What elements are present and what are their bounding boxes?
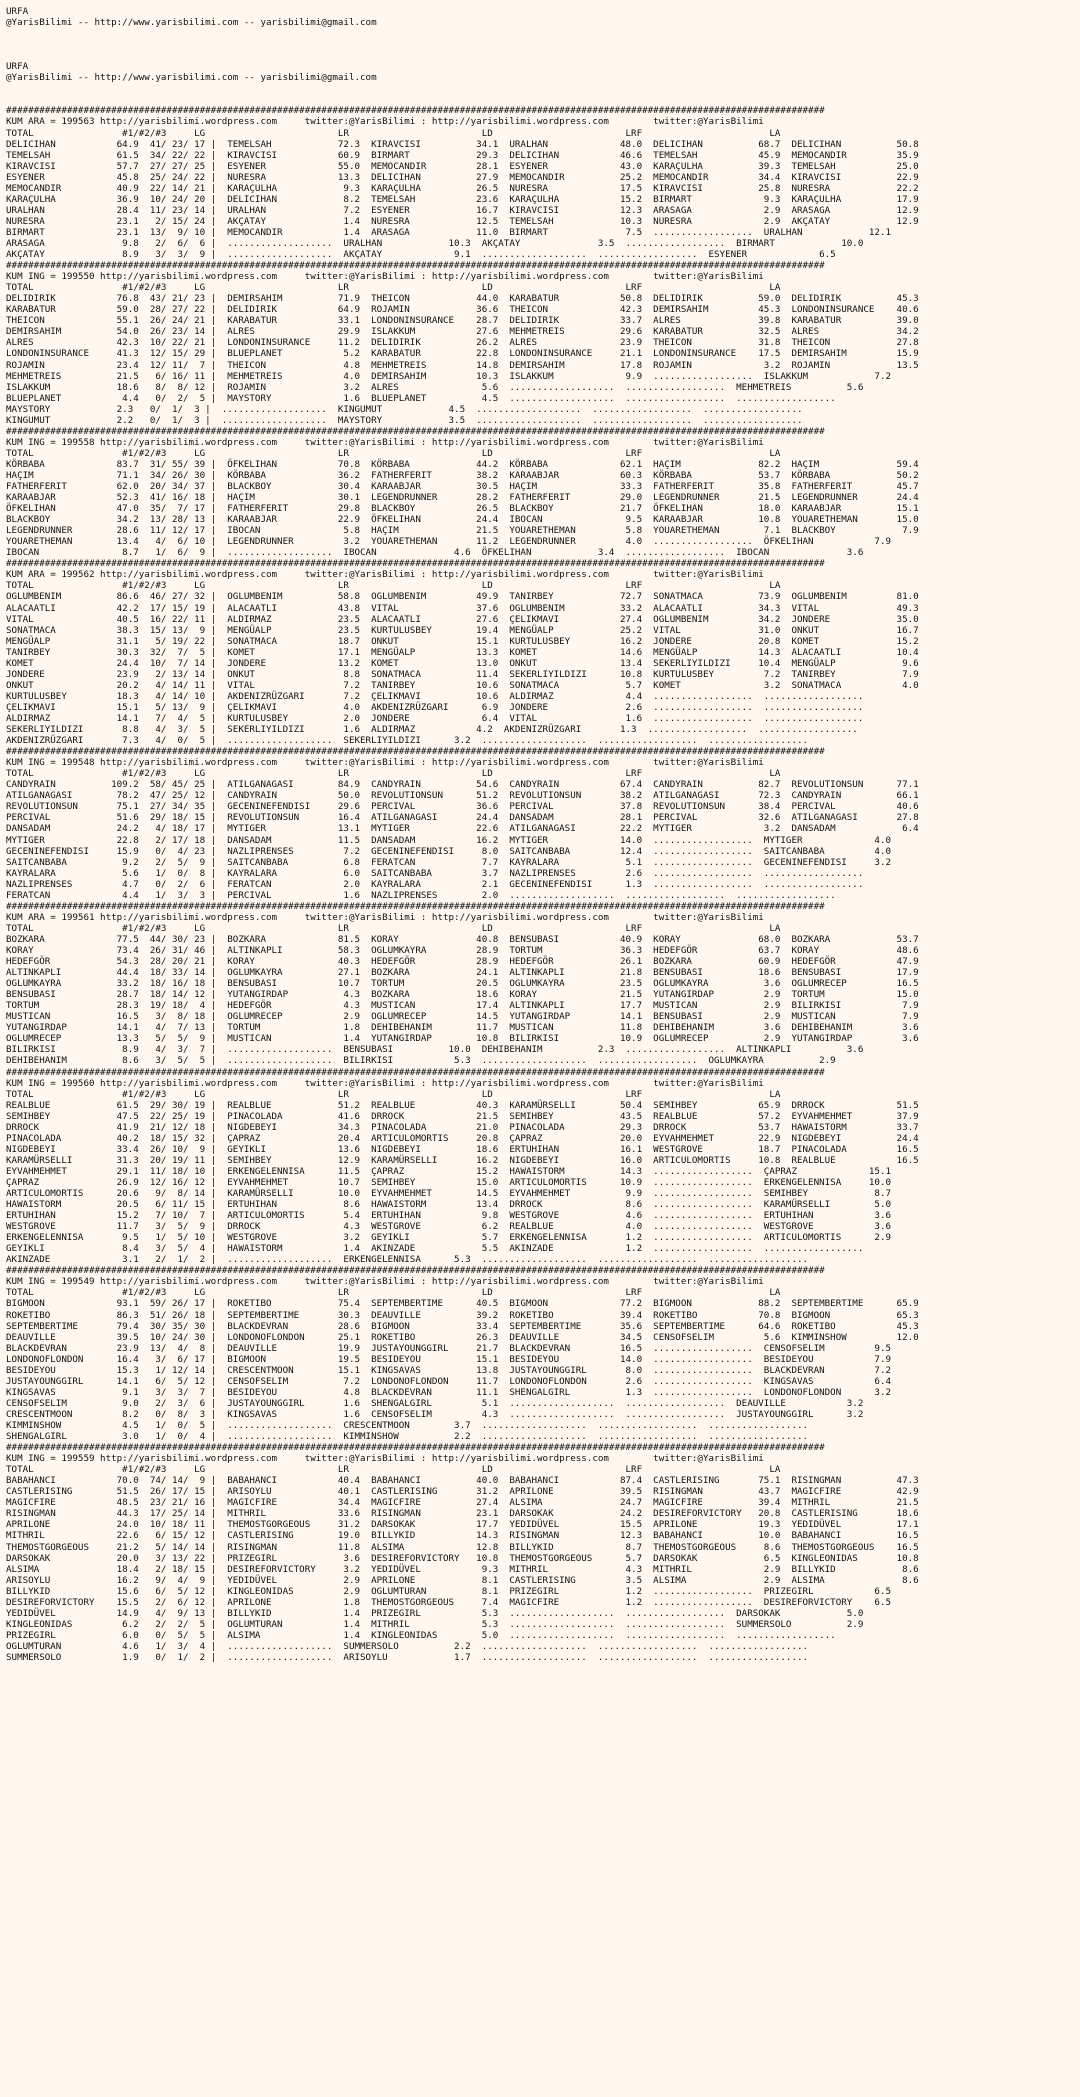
table-row: VITAL 40.5 16/ 22/ 11 | ALDIRMAZ 23.5 ALACAATLI 27.6 ÇELIKMAVI 27.4 OGLUMBENIM 34.2 JONDERE 35.0: [6, 613, 919, 625]
race-header: KUM ING = 199560 http://yarisbilimi.wordpress.com twitter:@YarisBilimi : http://yarisbilimi.wordpress.com twitter:@YarisBilimi: [6, 1077, 764, 1089]
section-divider: ####################################################################################################################################################: [6, 260, 825, 272]
section-divider: ####################################################################################################################################################: [6, 1265, 825, 1277]
table-row: EYVAHMEHMET 29.1 11/ 18/ 10 | ERKENGELENNISA 11.5 ÇAPRAZ 15.2 HAWAISTORM 14.3 .................. ÇAPRAZ 15.1: [6, 1165, 892, 1177]
table-row: YUTANGIRDAP 14.1 4/ 7/ 13 | TORTUM 1.8 DEHIBEHANIM 11.7 MUSTICAN 11.8 DEHIBEHANIM 3.6 DEHIBEHANIM 3.6: [6, 1022, 919, 1034]
race-header: KUM ARA = 199563 http://yarisbilimi.wordpress.com twitter:@YarisBilimi : http://yarisbilimi.wordpress.com twitter:@YarisBilimi: [6, 116, 764, 128]
column-header: TOTAL #1/#2/#3 LG LR LD LRF LA: [6, 127, 781, 139]
race-header: KUM ING = 199549 http://yarisbilimi.wordpress.com twitter:@YarisBilimi : http://yarisbilimi.wordpress.com twitter:@YarisBilimi: [6, 1276, 764, 1288]
blank-line: [6, 83, 1080, 94]
table-row: ATILGANAGASI 78.2 47/ 25/ 12 | CANDYRAIN 50.0 REVOLUTIONSUN 51.2 REVOLUTIONSUN 38.2 ATILGANAGASI 72.3 CANDYRAIN 66.1: [6, 790, 919, 802]
table-row: ISLAKKUM 18.6 8/ 8/ 12 | ROJAMIN 3.2 ALRES 5.6 ................... .................. MEHMETREIS 5.6: [6, 381, 864, 393]
column-header: TOTAL #1/#2/#3 LG LR LD LRF LA: [6, 282, 781, 294]
column-header: TOTAL #1/#2/#3 LG LR LD LRF LA: [6, 768, 781, 780]
table-row: JUSTAYOUNGGIRL 14.1 6/ 5/ 12 | CENSOFSELIM 7.2 LONDONOFLONDON 11.7 LONDONOFLONDON 2.6 .................. KINGSAVAS 6.4: [6, 1375, 892, 1387]
table-row: KINGUMUT 2.2 0/ 1/ 3 | ................... MAYSTORY 3.5 ................... .................. ..................: [6, 414, 803, 426]
table-row: URALHAN 28.4 11/ 23/ 14 | URALHAN 7.2 ESYENER 16.7 KIRAVCISI 12.3 ARASAGA 2.9 ARASAGA 12.9: [6, 204, 919, 216]
table-row: PERCIVAL 51.6 29/ 18/ 15 | REVOLUTIONSUN 16.4 ATILGANAGASI 24.4 DANSADAM 28.1 PERCIVAL 32.6 ATILGANAGASI 27.8: [6, 812, 919, 824]
table-row: KÖRBABA 83.7 31/ 55/ 39 | ÖFKELIHAN 70.8 KÖRBABA 44.2 KÖRBABA 62.1 HAÇIM 82.2 HAÇIM 59.4: [6, 458, 919, 470]
table-row: KARAMÜRSELLI 31.3 20/ 19/ 11 | SEMIHBEY 12.9 KARAMÜRSELLI 16.2 NIGDEBEYI 16.0 ARTICULOMORTIS 10.8 REALBLUE 16.5: [6, 1154, 919, 1166]
table-row: TANIRBEY 30.3 32/ 7/ 5 | KOMET 17.1 MENGÜALP 13.3 KOMET 14.6 MENGÜALP 14.3 ALACAATLI 10.4: [6, 646, 919, 658]
section-divider: ####################################################################################################################################################: [6, 746, 825, 758]
blank-line: [6, 39, 1080, 50]
table-row: MENGÜALP 31.1 5/ 19/ 22 | SONATMACA 18.7 ONKUT 15.1 KURTULUSBEY 16.2 JONDERE 20.8 KOMET 15.2: [6, 635, 919, 647]
table-row: MAYSTORY 2.3 0/ 1/ 3 | ................... KINGUMUT 4.5 ................... .................. ..................: [6, 403, 803, 415]
table-row: NURESRA 23.1 2/ 15/ 24 | AKÇATAY 1.4 NURESRA 12.5 TEMELSAH 10.3 NURESRA 2.9 AKÇATAY 12.9: [6, 215, 919, 227]
table-row: CRESCENTMOON 8.2 0/ 8/ 3 | KINGSAVAS 1.6 CENSOFSELIM 4.3 ................... .................. JUSTAYOUNGGIRL 3.2: [6, 1408, 864, 1420]
table-row: ALDIRMAZ 14.1 7/ 4/ 5 | KURTULUSBEY 2.0 JONDERE 6.4 VITAL 1.6 .................. ..................: [6, 713, 864, 724]
column-header: TOTAL #1/#2/#3 LG LR LD LRF LA: [6, 922, 781, 934]
table-row: YOUARETHEMAN 13.4 4/ 6/ 10 | LEGENDRUNNER 3.2 YOUARETHEMAN 11.2 LEGENDRUNNER 4.0 .................. ÖFKELIHAN 7.9: [6, 536, 892, 548]
table-row: OGLUMBENIM 86.6 46/ 27/ 32 | OGLUMBENIM 58.8 OGLUMBENIM 49.9 TANIRBEY 72.7 SONATMACA 73.9 OGLUMBENIM 81.0: [6, 591, 919, 603]
table-row: SHENGALGIRL 3.0 1/ 0/ 4 | ................... KIMMINSHOW 2.2 ................... .................. ..................: [6, 1431, 809, 1443]
table-row: KURTULUSBEY 18.3 4/ 14/ 10 | AKDENIZRÜZGARI 7.2 ÇELIKMAVI 10.6 ALDIRMAZ 4.4 .................. ..................: [6, 690, 864, 702]
table-row: TEMELSAH 61.5 34/ 22/ 22 | KIRAVCISI 60.9 BIRMART 29.3 DELICIHAN 46.6 TEMELSAH 45.9 MEMOCANDIR 35.9: [6, 149, 919, 161]
table-row: DESIREFORVICTORY 15.5 2/ 6/ 12 | APRILONE 1.8 THEMOSTGORGEOUS 7.4 MAGICFIRE 1.2 .................. DESIREFORVICTORY 6.5: [6, 1596, 892, 1608]
table-row: LONDONOFLONDON 16.4 3/ 6/ 17 | BIGMOON 19.5 BESIDEYOU 15.1 BESIDEYOU 14.0 .................. BESIDEYOU 7.9: [6, 1353, 892, 1365]
table-row: ERKENGELENNISA 9.5 1/ 5/ 10 | WESTGROVE 3.2 GEYIKLI 5.7 ERKENGELENNISA 1.2 .................. ARTICULOMORTIS 2.9: [6, 1232, 892, 1244]
table-row: FERATCAN 4.4 1/ 3/ 3 | PERCIVAL 1.6 NAZLIPRENSES 2.0 ................... .................. ..................: [6, 889, 836, 901]
table-row: OGLUMTURAN 4.6 1/ 3/ 4 | ................... SUMMERSOLO 2.2 ................... .................. ..................: [6, 1640, 809, 1652]
table-row: MAGICFIRE 48.5 23/ 21/ 16 | MAGICFIRE 34.4 MAGICFIRE 27.4 ALSIMA 24.7 MAGICFIRE 39.4 MITHRIL 21.5: [6, 1497, 919, 1509]
table-row: DRROCK 41.9 21/ 12/ 18 | NIGDEBEYI 34.3 PINACOLADA 21.0 PINACOLADA 29.3 DRROCK 53.7 HAWAISTORM 33.7: [6, 1121, 919, 1133]
section-divider: ####################################################################################################################################################: [6, 900, 825, 912]
race-header: KUM ING = 199550 http://yarisbilimi.wordpress.com twitter:@YarisBilimi : http://yarisbilimi.wordpress.com twitter:@YarisBilimi: [6, 271, 764, 283]
column-header: TOTAL #1/#2/#3 LG LR LD LRF LA: [6, 1464, 781, 1476]
table-row: REALBLUE 61.5 29/ 30/ 19 | REALBLUE 51.2 REALBLUE 40.3 KARAMÜRSELLI 50.4 SEMIHBEY 65.9 DRROCK 51.5: [6, 1099, 919, 1111]
table-row: JONDERE 23.9 2/ 13/ 14 | ONKUT 8.8 SONATMACA 11.4 SEKERLIYILDIZI 10.8 KURTULUSBEY 7.2 TANIRBEY 7.9: [6, 668, 919, 680]
table-row: AKÇATAY 8.9 3/ 3/ 9 | ................... AKÇATAY 9.1 ................... .................. ESYENER 6.5: [6, 249, 836, 261]
race-header: KUM ARA = 199562 http://yarisbilimi.wordpress.com twitter:@YarisBilimi : http://yarisbilimi.wordpress.com twitter:@YarisBilimi: [6, 569, 764, 581]
table-row: DEHIBEHANIM 8.6 3/ 5/ 5 | ................... BILIRKISI 5.3 ................... .................. OGLUMKAYRA 2.9: [6, 1055, 836, 1067]
table-row: SONATMACA 38.3 15/ 13/ 9 | MENGÜALP 23.5 KURTULUSBEY 19.4 MENGÜALP 25.2 VITAL 31.0 ONKUT 16.7: [6, 624, 919, 636]
table-row: ONKUT 20.2 4/ 14/ 11 | VITAL 7.2 TANIRBEY 10.6 SONATMACA 5.7 KOMET 3.2 SONATMACA 4.0: [6, 679, 919, 691]
table-row: LONDONINSURANCE 41.3 12/ 15/ 29 | BLUEPLANET 5.2 KARABATUR 22.8 LONDONINSURANCE 21.1 LONDONINSURANCE 17.5 DEMIRSAHIM 15.9: [6, 348, 919, 360]
table-row: KARABATUR 59.0 28/ 27/ 22 | DELIDIRIK 64.9 ROJAMIN 36.6 THEICON 42.3 DEMIRSAHIM 45.3 LONDONINSURANCE 40.6: [6, 304, 919, 316]
table-row: BABAHANCI 70.0 74/ 14/ 9 | BABAHANCI 40.4 BABAHANCI 40.0 BABAHANCI 87.4 CASTLERISING 75.1 RISINGMAN 47.3: [6, 1475, 919, 1487]
table-row: ÖFKELIHAN 47.0 35/ 7/ 17 | FATHERFERIT 29.8 BLACKBOY 26.5 BLACKBOY 21.7 ÖFKELIHAN 18.0 KARAABJAR 15.1: [6, 503, 919, 515]
table-row: THEMOSTGORGEOUS 21.2 5/ 14/ 14 | RISINGMAN 11.8 ALSIMA 12.8 BILLYKID 8.7 THEMOSTGORGEOUS 8.6 THEMOSTGORGEOUS 16.5: [6, 1541, 919, 1553]
table-row: ALACAATLI 42.2 17/ 15/ 19 | ALACAATLI 43.8 VITAL 37.6 OGLUMBENIM 33.2 ALACAATLI 34.3 VITAL 49.3: [6, 602, 919, 614]
table-row: OGLUMKAYRA 33.2 18/ 16/ 18 | BENSUBASI 10.7 TORTUM 20.5 OGLUMKAYRA 23.5 OGLUMKAYRA 3.6 OGLUMRECEP 16.5: [6, 978, 919, 990]
table-row: BENSUBASI 28.7 18/ 14/ 12 | YUTANGIRDAP 4.3 BOZKARA 18.6 KORAY 21.5 YUTANGIRDAP 2.9 TORTUM 15.0: [6, 989, 919, 1001]
table-row: DEAUVILLE 39.5 10/ 24/ 30 | LONDONOFLONDON 25.1 ROKETIBO 26.3 DEAUVILLE 34.5 CENSOFSELIM 5.6 KIMMINSHOW 12.0: [6, 1331, 919, 1343]
table-row: OGLUMRECEP 13.3 5/ 5/ 9 | MUSTICAN 1.4 YUTANGIRDAP 10.8 BILIRKISI 10.9 OGLUMRECEP 2.9 YUTANGIRDAP 3.6: [6, 1033, 919, 1045]
table-row: KARAÇULHA 36.9 10/ 24/ 20 | DELICIHAN 8.2 TEMELSAH 23.6 KARAÇULHA 15.2 BIRMART 9.3 KARAÇULHA 17.9: [6, 193, 919, 205]
table-row: THEICON 55.1 26/ 24/ 21 | KARABATUR 33.1 LONDONINSURANCE 28.7 DELIDIRIK 33.7 ALRES 39.8 KARABATUR 39.0: [6, 315, 919, 327]
text-line: URFA: [6, 6, 29, 17]
table-row: WESTGROVE 11.7 3/ 5/ 9 | DRROCK 4.3 WESTGROVE 6.2 REALBLUE 4.0 .................. WESTGROVE 3.6: [6, 1221, 892, 1233]
race-header: KUM ING = 199548 http://yarisbilimi.wordpress.com twitter:@YarisBilimi : http://yarisbilimi.wordpress.com twitter:@YarisBilimi: [6, 757, 764, 769]
table-row: ESYENER 45.8 25/ 24/ 22 | NURESRA 13.3 DELICIHAN 27.9 MEMOCANDIR 25.2 MEMOCANDIR 34.4 KIRAVCISI 22.9: [6, 171, 919, 183]
table-row: CANDYRAIN 109.2 58/ 45/ 25 | ATILGANAGASI 84.9 CANDYRAIN 54.6 CANDYRAIN 67.4 CANDYRAIN 82.7 REVOLUTIONSUN 77.1: [6, 779, 919, 791]
race-header: KUM ARA = 199561 http://yarisbilimi.wordpress.com twitter:@YarisBilimi : http://yarisbilimi.wordpress.com twitter:@YarisBilimi: [6, 911, 764, 923]
table-row: SEMIHBEY 47.5 22/ 25/ 19 | PINACOLADA 41.6 DRROCK 21.5 SEMIHBEY 43.5 REALBLUE 57.2 EYVAHMEHMET 37.9: [6, 1110, 919, 1122]
table-row: KORAY 73.4 26/ 31/ 46 | ALTINKAPLI 58.3 OGLUMKAYRA 28.9 TORTUM 36.3 HEDEFGÖR 63.7 KORAY 48.6: [6, 944, 919, 956]
table-row: DANSADAM 24.2 4/ 18/ 17 | MYTIGER 13.1 MYTIGER 22.6 ATILGANAGASI 22.2 MYTIGER 3.2 DANSADAM 6.4: [6, 823, 919, 835]
table-row: ARASAGA 9.8 2/ 6/ 6 | ................... URALHAN 10.3 AKÇATAY 3.5 .................. BIRMART 10.0: [6, 237, 864, 249]
table-row: DEMIRSAHIM 54.0 26/ 23/ 14 | ALRES 29.9 ISLAKKUM 27.6 MEHMETREIS 29.6 KARABATUR 32.5 ALRES 34.2: [6, 326, 919, 338]
table-row: SAITCANBABA 9.2 2/ 5/ 9 | SAITCANBABA 6.8 FERATCAN 7.7 KAYRALARA 5.1 .................. GECENINEFENDISI 3.2: [6, 856, 892, 868]
section-divider: ####################################################################################################################################################: [6, 1442, 825, 1454]
table-row: KINGSAVAS 9.1 3/ 3/ 7 | BESIDEYOU 4.8 BLACKDEVRAN 11.1 SHENGALGIRL 1.3 .................. LONDONOFLONDON 3.2: [6, 1386, 892, 1398]
text-line: @YarisBilimi -- http://www.yarisbilimi.com -- yarisbilimi@gmail.com: [6, 72, 377, 84]
section-divider: ####################################################################################################################################################: [6, 558, 825, 570]
column-header: TOTAL #1/#2/#3 LG LR LD LRF LA: [6, 1287, 781, 1299]
table-row: DELIDIRIK 76.8 43/ 21/ 23 | DEMIRSAHIM 71.9 THEICON 44.0 KARABATUR 50.8 DELIDIRIK 59.0 DELIDIRIK 45.3: [6, 293, 919, 305]
section-divider: ####################################################################################################################################################: [6, 1066, 825, 1078]
table-row: KARAABJAR 52.3 41/ 16/ 18 | HAÇIM 30.1 LEGENDRUNNER 28.2 FATHERFERIT 29.0 LEGENDRUNNER 21.5 LEGENDRUNNER 24.4: [6, 492, 919, 504]
table-row: MEHMETREIS 21.5 6/ 16/ 11 | MEHMETREIS 4.0 DEMIRSAHIM 10.3 ISLAKKUM 9.9 .................. ISLAKKUM 7.2: [6, 370, 892, 382]
table-row: BIRMART 23.1 13/ 9/ 10 | MEMOCANDIR 1.4 ARASAGA 11.0 BIRMART 7.5 .................. URALHAN 12.1: [6, 226, 892, 238]
table-row: BOZKARA 77.5 44/ 30/ 23 | BOZKARA 81.5 KORAY 40.8 BENSUBASI 40.9 KORAY 68.0 BOZKARA 53.7: [6, 933, 919, 945]
column-header: TOTAL #1/#2/#3 LG LR LD LRF LA: [6, 1088, 781, 1100]
text-line: URFA: [6, 61, 29, 73]
table-row: KIMMINSHOW 4.5 1/ 0/ 5 | ................... CRESCENTMOON 3.7 ................... .................. ..................: [6, 1420, 809, 1431]
section-divider: ####################################################################################################################################################: [6, 105, 825, 117]
table-row: CASTLERISING 51.5 26/ 17/ 15 | ARISOYLU 40.1 CASTLERISING 31.2 APRILONE 39.5 RISINGMAN 43.7 MAGICFIRE 42.9: [6, 1486, 919, 1498]
table-row: YEDIDÜVEL 14.9 4/ 9/ 13 | BILLYKID 1.4 PRIZEGIRL 5.3 ................... .................. DARSOKAK 5.0: [6, 1607, 864, 1619]
table-row: MYTIGER 22.8 2/ 17/ 18 | DANSADAM 11.5 DANSADAM 16.2 MYTIGER 14.0 .................. MYTIGER 4.0: [6, 834, 892, 846]
blank-line: [6, 28, 1080, 39]
table-row: DARSOKAK 20.0 3/ 13/ 22 | PRIZEGIRL 3.6 DESIREFORVICTORY 10.8 THEMOSTGORGEOUS 5.7 DARSOKAK 6.5 KINGLEONIDAS 10.8: [6, 1552, 919, 1564]
table-row: ROJAMIN 23.4 12/ 11/ 7 | THEICON 4.8 MEHMETREIS 14.8 DEMIRSAHIM 17.8 ROJAMIN 3.2 ROJAMIN 13.5: [6, 359, 919, 371]
blank-line: [6, 94, 1080, 105]
column-header: TOTAL #1/#2/#3 LG LR LD LRF LA: [6, 447, 781, 459]
table-row: MITHRIL 22.6 6/ 15/ 12 | CASTLERISING 19.0 BILLYKID 14.3 RISINGMAN 12.3 BABAHANCI 10.0 BABAHANCI 16.5: [6, 1530, 919, 1542]
text-line: @YarisBilimi -- http://www.yarisbilimi.com -- yarisbilimi@gmail.com: [6, 17, 377, 29]
table-row: AKDENIZRÜZGARI 7.3 4/ 0/ 5 | ................... SEKERLIYILDIZI 3.2 ................... .................. ..................: [6, 735, 809, 747]
table-row: MEMOCANDIR 40.9 22/ 14/ 21 | KARAÇULHA 9.3 KARAÇULHA 26.5 NURESRA 17.5 KIRAVCISI 25.8 NURESRA 22.2: [6, 182, 919, 194]
table-row: HAÇIM 71.1 34/ 26/ 30 | KÖRBABA 36.2 FATHERFERIT 38.2 KARAABJAR 60.3 KÖRBABA 53.7 KÖRBABA 50.2: [6, 469, 919, 481]
table-row: NAZLIPRENSES 4.7 0/ 2/ 6 | FERATCAN 2.0 KAYRALARA 2.1 GECENINEFENDISI 1.3 .................. ..................: [6, 878, 864, 890]
table-row: SUMMERSOLO 1.9 0/ 1/ 2 | ................... ARISOYLU 1.7 ................... .................. ..................: [6, 1651, 809, 1663]
table-row: HAWAISTORM 20.5 6/ 11/ 15 | ERTUHIHAN 8.6 HAWAISTORM 13.4 DRROCK 8.6 .................. KARAMÜRSELLI 5.0: [6, 1199, 892, 1211]
table-row: REVOLUTIONSUN 75.1 27/ 34/ 35 | GECENINEFENDISI 29.6 PERCIVAL 36.6 PERCIVAL 37.8 REVOLUTIONSUN 38.4 PERCIVAL 40.6: [6, 801, 919, 813]
table-row: ERTUHIHAN 15.2 7/ 10/ 7 | ARTICULOMORTIS 5.4 ERTUHIHAN 9.8 WESTGROVE 4.6 .................. ERTUHIHAN 3.6: [6, 1210, 892, 1222]
table-row: FATHERFERIT 62.0 20/ 34/ 37 | BLACKBOY 30.4 KARAABJAR 30.5 HAÇIM 33.3 FATHERFERIT 35.8 FATHERFERIT 45.7: [6, 481, 919, 493]
table-row: ÇELIKMAVI 15.1 5/ 13/ 9 | ÇELIKMAVI 4.0 AKDENIZRÜZGARI 6.9 JONDERE 2.6 .................. ..................: [6, 701, 864, 713]
table-row: HEDEFGÖR 54.3 28/ 20/ 21 | KORAY 40.3 HEDEFGÖR 28.9 HEDEFGÖR 26.1 BOZKARA 60.9 HEDEFGÖR 47.9: [6, 956, 919, 968]
table-row: BLUEPLANET 4.4 0/ 2/ 5 | MAYSTORY 1.6 BLUEPLANET 4.5 ................... .................. ..................: [6, 392, 836, 404]
table-row: GEYIKLI 8.4 3/ 5/ 4 | HAWAISTORM 1.4 AKINZADE 5.5 AKINZADE 1.2 .................. ..................: [6, 1243, 864, 1255]
table-row: BILIRKISI 8.9 4/ 3/ 7 | ................... BENSUBASI 10.0 DEHIBEHANIM 2.3 .................. ALTINKAPLI 3.6: [6, 1044, 864, 1056]
table-row: CENSOFSELIM 9.0 2/ 3/ 6 | JUSTAYOUNGGIRL 1.6 SHENGALGIRL 5.1 ................... .................. DEAUVILLE 3.2: [6, 1397, 864, 1409]
table-row: SEPTEMBERTIME 79.4 30/ 35/ 30 | BLACKDEVRAN 28.6 BIGMOON 33.4 SEPTEMBERTIME 35.6 SEPTEMBERTIME 64.6 ROKETIBO 45.3: [6, 1320, 919, 1332]
table-row: IBOCAN 8.7 1/ 6/ 9 | ................... IBOCAN 4.6 ÖFKELIHAN 3.4 .................. IBOCAN 3.6: [6, 547, 864, 559]
table-row: ARISOYLU 16.2 9/ 4/ 9 | YEDIDÜVEL 2.9 APRILONE 8.1 CASTLERISING 3.5 ALSIMA 2.9 ALSIMA 8.6: [6, 1574, 919, 1586]
column-header: TOTAL #1/#2/#3 LG LR LD LRF LA: [6, 580, 781, 592]
table-row: ALSIMA 18.4 2/ 18/ 15 | DESIREFORVICTORY 3.2 YEDIDÜVEL 9.3 MITHRIL 4.3 MITHRIL 2.9 BILLYKID 8.6: [6, 1563, 919, 1575]
table-row: BILLYKID 15.6 6/ 5/ 12 | KINGLEONIDAS 2.9 OGLUMTURAN 8.1 PRIZEGIRL 1.2 .................. PRIZEGIRL 6.5: [6, 1585, 892, 1597]
table-row: ALTINKAPLI 44.4 18/ 33/ 14 | OGLUMKAYRA 27.1 BOZKARA 24.1 ALTINKAPLI 21.8 BENSUBASI 18.6 BENSUBASI 17.9: [6, 967, 919, 979]
blank-line: [6, 50, 1080, 61]
race-header: KUM ING = 199558 http://yarisbilimi.wordpress.com twitter:@YarisBilimi : http://yarisbilimi.wordpress.com twitter:@YarisBilimi: [6, 436, 764, 448]
race-header: KUM ING = 199559 http://yarisbilimi.wordpress.com twitter:@YarisBilimi : http://yarisbilimi.wordpress.com twitter:@YarisBilimi: [6, 1453, 764, 1465]
table-row: SEKERLIYILDIZI 8.8 4/ 3/ 5 | SEKERLIYILDIZI 1.6 ALDIRMAZ 4.2 AKDENIZRÜZGARI 1.3 .................. ..................: [6, 724, 858, 736]
table-row: KAYRALARA 5.6 1/ 0/ 8 | KAYRALARA 6.0 SAITCANBABA 3.7 NAZLIPRENSES 2.6 .................. ..................: [6, 867, 864, 879]
table-row: BESIDEYOU 15.3 1/ 12/ 14 | CRESCENTMOON 15.1 KINGSAVAS 13.8 JUSTAYOUNGGIRL 8.0 .................. BLACKDEVRAN 7.2: [6, 1364, 892, 1376]
table-row: ROKETIBO 86.3 51/ 26/ 18 | SEPTEMBERTIME 30.3 DEAUVILLE 39.2 ROKETIBO 39.4 ROKETIBO 70.8 BIGMOON 65.3: [6, 1309, 919, 1321]
table-row: BLACKDEVRAN 23.9 13/ 4/ 8 | DEAUVILLE 19.9 JUSTAYOUNGGIRL 21.7 BLACKDEVRAN 16.5 .................. CENSOFSELIM 9.5: [6, 1342, 892, 1354]
table-row: MUSTICAN 16.5 3/ 8/ 18 | OGLUMRECEP 2.9 OGLUMRECEP 14.5 YUTANGIRDAP 14.1 BENSUBASI 2.9 MUSTICAN 7.9: [6, 1011, 919, 1023]
table-row: KOMET 24.4 10/ 7/ 14 | JONDERE 13.2 KOMET 13.0 ONKUT 13.4 SEKERLIYILDIZI 10.4 MENGÜALP 9.6: [6, 657, 919, 669]
table-row: DELICIHAN 64.9 41/ 23/ 17 | TEMELSAH 72.3 KIRAVCISI 34.1 URALHAN 48.0 DELICIHAN 68.7 DELICIHAN 50.8: [6, 138, 919, 150]
table-row: ÇAPRAZ 26.9 12/ 16/ 12 | EYVAHMEHMET 10.7 SEMIHBEY 15.0 ARTICULOMORTIS 10.9 .................. ERKENGELENNISA 10.0: [6, 1176, 892, 1188]
table-row: BLACKBOY 34.2 13/ 28/ 13 | KARAABJAR 22.9 ÖFKELIHAN 24.4 IBOCAN 9.5 KARAABJAR 10.8 YOUARETHEMAN 15.0: [6, 514, 919, 526]
table-row: APRILONE 24.0 10/ 18/ 11 | THEMOSTGORGEOUS 31.2 DARSOKAK 17.7 YEDIDÜVEL 15.5 APRILONE 19.3 YEDIDÜVEL 17.1: [6, 1519, 919, 1531]
table-row: BIGMOON 93.1 59/ 26/ 17 | ROKETIBO 75.4 SEPTEMBERTIME 40.5 BIGMOON 77.2 BIGMOON 88.2 SEPTEMBERTIME 65.9: [6, 1298, 919, 1310]
table-row: ALRES 42.3 10/ 22/ 21 | LONDONINSURANCE 11.2 DELIDIRIK 26.2 ALRES 23.9 THEICON 31.8 THEICON 27.8: [6, 337, 919, 349]
table-row: LEGENDRUNNER 28.6 11/ 12/ 17 | IBOCAN 5.8 HAÇIM 21.5 YOUARETHEMAN 5.8 YOUARETHEMAN 7.1 BLACKBOY 7.9: [6, 525, 919, 537]
table-row: PRIZEGIRL 6.0 0/ 5/ 5 | ALSIMA 1.4 KINGLEONIDAS 5.0 ................... .................. ..................: [6, 1629, 836, 1641]
table-row: NIGDEBEYI 33.4 26/ 10/ 9 | GEYIKLI 13.6 NIGDEBEYI 18.6 ERTUHIHAN 16.1 WESTGROVE 18.7 PINACOLADA 16.5: [6, 1143, 919, 1155]
table-row: KINGLEONIDAS 6.2 2/ 2/ 5 | OGLUMTURAN 1.4 MITHRIL 5.3 ................... .................. SUMMERSOLO 2.9: [6, 1618, 864, 1630]
section-divider: ####################################################################################################################################################: [6, 425, 825, 437]
table-row: PINACOLADA 40.2 18/ 15/ 32 | ÇAPRAZ 20.4 ARTICULOMORTIS 20.8 ÇAPRAZ 20.0 EYVAHMEHMET 22.9 NIGDEBEYI 24.4: [6, 1132, 919, 1144]
table-row: KIRAVCISI 57.7 27/ 27/ 25 | ESYENER 55.0 MEMOCANDIR 28.1 ESYENER 43.0 KARAÇULHA 39.3 TEMELSAH 25.0: [6, 160, 919, 172]
table-row: GECENINEFENDISI 15.9 0/ 4/ 23 | NAZLIPRENSES 7.2 GECENINEFENDISI 8.0 SAITCANBABA 12.4 .................. SAITCANBABA 4.0: [6, 845, 892, 857]
table-row: TORTUM 28.3 19/ 18/ 4 | HEDEFGÖR 4.3 MUSTICAN 17.4 ALTINKAPLI 17.7 MUSTICAN 2.9 BILIRKISI 7.9: [6, 1000, 919, 1012]
table-row: RISINGMAN 44.3 17/ 25/ 14 | MITHRIL 33.6 RISINGMAN 23.1 DARSOKAK 24.2 DESIREFORVICTORY 20.8 CASTLERISING 18.6: [6, 1508, 919, 1520]
table-row: ARTICULOMORTIS 20.6 9/ 8/ 14 | KARAMÜRSELLI 10.0 EYVAHMEHMET 14.5 EYVAHMEHMET 9.9 .................. SEMIHBEY 8.7: [6, 1188, 892, 1200]
table-row: AKINZADE 3.1 2/ 1/ 2 | ................... ERKENGELENNISA 5.3 ................... .................. ..................: [6, 1254, 809, 1266]
